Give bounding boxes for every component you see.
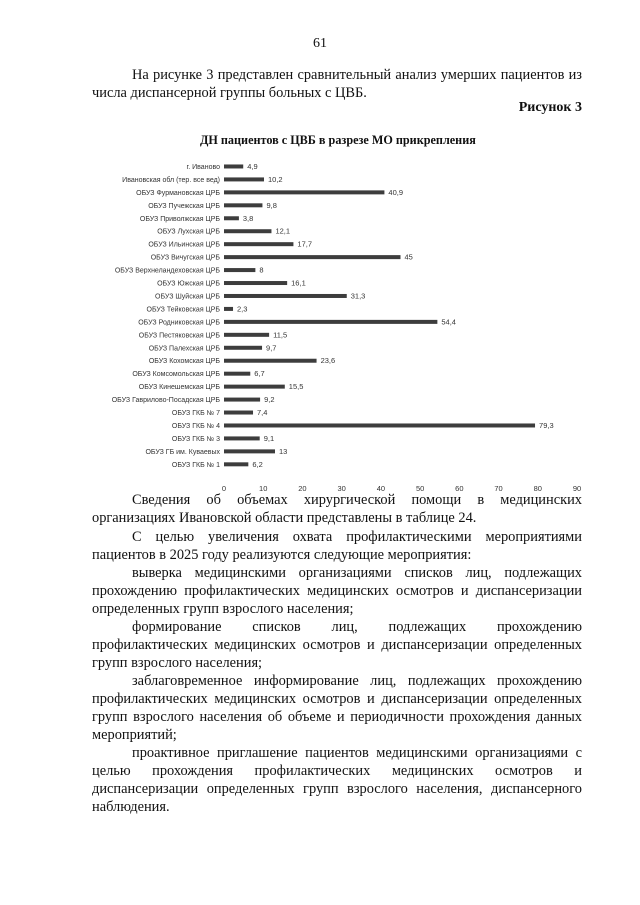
bar: [224, 320, 437, 324]
bar: [224, 346, 262, 350]
value-label: 11,5: [273, 330, 288, 340]
bar: [224, 229, 271, 233]
bar: [224, 294, 347, 298]
category-label: ОБУЗ Пучежская ЦРБ: [148, 202, 220, 210]
category-label: ОБУЗ ГКБ № 1: [171, 461, 220, 469]
category-label: ОБУЗ ГБ им. Куваевых: [145, 448, 220, 456]
x-tick-label: 20: [298, 483, 307, 493]
value-label: 10,2: [268, 174, 283, 184]
value-label: 8: [259, 265, 264, 275]
category-label: ОБУЗ Палехская ЦРБ: [148, 345, 220, 353]
category-label: ОБУЗ Лухская ЦРБ: [157, 228, 220, 236]
bar: [224, 449, 275, 453]
bar: [224, 190, 384, 194]
bar: [224, 436, 260, 440]
paragraph-measures-intro: С целью увеличения охвата профилактическими мероприятиями пациентов в 2025 году реализуются следующие мероприятия:: [92, 529, 582, 563]
bar: [224, 385, 285, 389]
category-label: ОБУЗ Комсомольская ЦРБ: [132, 371, 220, 379]
value-label: 2,3: [237, 304, 248, 314]
x-tick-label: 70: [494, 483, 503, 493]
bar-chart: [80, 150, 582, 493]
paragraph-surgery-info: Сведения об объемах хирургической помощи в медицинских организациях Ивановской области представлены в таблице 24.: [92, 492, 582, 526]
chart-title: ДН пациентов с ЦВБ в разрезе МО прикрепления: [200, 133, 476, 147]
value-label: 9,1: [263, 433, 275, 443]
category-label: ОБУЗ Родниковская ЦРБ: [138, 319, 220, 327]
value-label: 31,3: [350, 291, 366, 301]
paragraph-measure-3: заблаговременное информирование лиц, подлежащих прохождению профилактических медицинских осмотров и диспансеризации определенных групп взрослого населения об объеме и периодичности прохождения данных мероприятий;: [92, 673, 582, 743]
value-label: 9,8: [266, 200, 277, 210]
value-label: 3,8: [242, 213, 254, 223]
x-tick-label: 10: [259, 483, 268, 493]
category-label: ОБУЗ Пестяковская ЦРБ: [138, 332, 220, 340]
category-label: ОБУЗ Южская ЦРБ: [157, 280, 220, 288]
category-label: ОБУЗ ГКБ № 7: [171, 410, 220, 418]
value-label: 40,9: [388, 187, 404, 197]
category-label: ОБУЗ Шуйская ЦРБ: [155, 293, 220, 301]
bar: [224, 242, 293, 246]
category-label: ОБУЗ Фурмановская ЦРБ: [136, 189, 220, 197]
value-label: 6,7: [254, 369, 265, 379]
value-label: 9,2: [264, 395, 275, 405]
category-label: ОБУЗ Верхнеландеховская ЦРБ: [114, 267, 220, 275]
category-label: ОБУЗ Ильинская ЦРБ: [148, 241, 220, 249]
paragraph-measure-2: формирование списков лиц, подлежащих прохождению профилактических медицинских осмотров и диспансеризации определенных групп взрослого населения;: [92, 619, 582, 671]
bar: [224, 281, 287, 285]
bar: [224, 359, 317, 363]
figure-label: Рисунок 3: [518, 100, 582, 115]
value-label: 13: [278, 446, 288, 456]
value-label: 79,3: [539, 420, 554, 430]
value-label: 15,5: [288, 382, 304, 392]
bar: [224, 462, 248, 466]
x-tick-label: 40: [376, 483, 386, 493]
x-tick-label: 90: [572, 483, 582, 493]
category-label: ОБУЗ Тейковская ЦРБ: [146, 306, 220, 314]
value-label: 12,1: [275, 226, 291, 236]
category-label: ОБУЗ Вичугская ЦРБ: [150, 254, 220, 262]
x-tick-label: 0: [221, 483, 227, 493]
bar: [224, 307, 233, 311]
bar: [224, 177, 264, 181]
category-label: ОБУЗ Кинешемская ЦРБ: [138, 384, 220, 392]
x-tick-label: 80: [533, 483, 542, 493]
value-label: 6,2: [252, 459, 263, 469]
x-tick-label: 30: [337, 483, 346, 493]
value-label: 4,9: [247, 161, 258, 171]
category-label: ОБУЗ Приволжская ЦРБ: [139, 215, 220, 223]
bar: [224, 216, 239, 220]
paragraph-measure-4: проактивное приглашение пациентов медицинскими организациями с целью прохождения профилактических медицинских осмотров и диспансеризации определенных групп взрослого населения, диспансерного наблюдения.: [92, 745, 582, 815]
bar: [224, 203, 262, 207]
value-label: 16,1: [291, 278, 306, 288]
value-label: 54,4: [441, 317, 456, 327]
bar: [224, 333, 269, 337]
category-label: ОБУЗ Гаврилово-Посадская ЦРБ: [111, 397, 220, 405]
page-number: 61: [313, 36, 327, 51]
paragraph-measure-1: выверка медицинскими организациями списков лиц, подлежащих прохождению профилактических медицинских осмотров и диспансеризации определенных групп взрослого населения;: [92, 565, 582, 617]
value-label: 23,6: [320, 356, 336, 366]
value-label: 17,7: [297, 239, 313, 249]
bar: [224, 255, 401, 259]
intro-paragraph: На рисунке 3 представлен сравнительный анализ умерших пациентов из числа диспансерной группы больных с ЦВБ.: [92, 67, 582, 101]
bar: [224, 398, 260, 402]
x-tick-label: 60: [455, 483, 464, 493]
value-label: 9,7: [266, 343, 277, 353]
x-tick-label: 50: [415, 483, 425, 493]
category-label: ОБУЗ ГКБ № 3: [171, 435, 220, 443]
bar: [224, 164, 243, 168]
bar: [224, 268, 255, 272]
category-label: Ивановская обл (тер. все вед): [122, 176, 220, 184]
bar: [224, 372, 250, 376]
bar: [224, 411, 253, 415]
value-label: 45: [404, 252, 413, 262]
category-label: г. Иваново: [186, 163, 220, 171]
category-label: ОБУЗ Кохомская ЦРБ: [148, 358, 220, 366]
value-label: 7,4: [257, 408, 268, 418]
category-label: ОБУЗ ГКБ № 4: [171, 422, 220, 430]
bar: [224, 423, 535, 427]
